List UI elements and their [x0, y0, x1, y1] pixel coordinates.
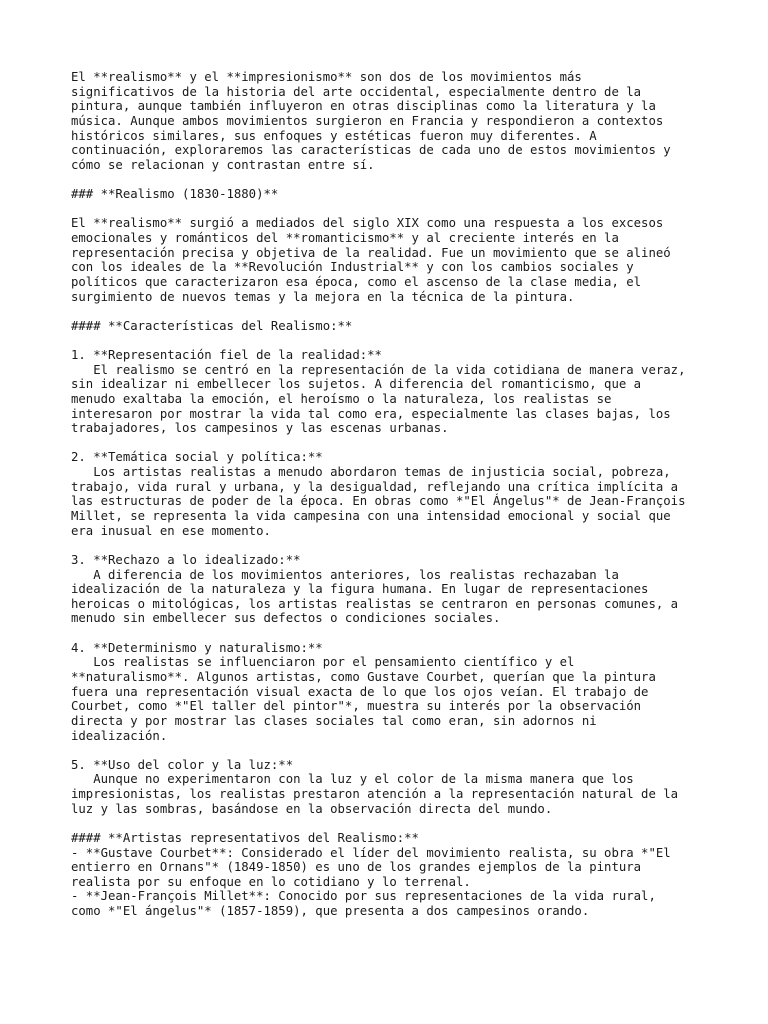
text-line: idealización. [71, 728, 168, 743]
text-line: trabajo, vida rural y urbana, y la desigualdad, reflejando una crítica implícita a [71, 479, 679, 494]
list-item [71, 450, 721, 538]
text-line: menudo exaltaba la emoción, el heroísmo o la naturaleza, los realistas se [71, 391, 612, 406]
text-line: realista por su enfoque en lo cotidiano y lo terrenal. [71, 874, 471, 889]
text-line: #### **Características del Realismo:** [71, 318, 353, 333]
text-line: #### **Artistas representativos del Realismo:** [71, 830, 419, 845]
list-item [71, 348, 721, 436]
text-line: El **realismo** surgió a mediados del siglo XIX como una respuesta a los excesos [71, 216, 664, 231]
text-line: Aunque no experimentaron con la luz y el color de la misma manera que los [71, 772, 634, 787]
text-line: El realismo se centró en la representación de la vida cotidiana de manera veraz, [71, 362, 686, 377]
text-line: pintura, aunque también influyeron en otras disciplinas como la literatura y la [71, 99, 656, 114]
document-page [71, 70, 721, 933]
text-line: trabajadores, los campesinos y las escenas urbanas. [71, 421, 449, 436]
text-line: significativos de la historia del arte occidental, especialmente dentro de la [71, 84, 642, 99]
artists-section [71, 831, 721, 919]
text-line: heroicas o mitológicas, los artistas realistas se centraron en personas comunes, a [71, 596, 679, 611]
text-line: - **Jean-François Millet**: Conocido por sus representaciones de la vida rural, [71, 889, 656, 904]
list-item [71, 553, 721, 626]
text-line: directa y por mostrar las clases sociales tal como eran, sin adornos ni [71, 713, 597, 728]
text-line: 4. **Determinismo y naturalismo:** [71, 640, 323, 655]
text-line: música. Aunque ambos movimientos surgieron en Francia y respondieron a contextos [71, 113, 664, 128]
text-line: impresionistas, los realistas prestaron atención a la representación natural de la [71, 787, 679, 802]
text-line: 2. **Temática social y política:** [71, 450, 323, 465]
text-line: cómo se relacionan y contrastan entre sí. [71, 157, 375, 172]
text-line: ### **Realismo (1830-1880)** [71, 187, 279, 202]
text-line: Los realistas se influenciaron por el pensamiento científico y el [71, 655, 575, 670]
text-line: fuera una representación visual exacta de lo que los ojos veían. El trabajo de [71, 684, 649, 699]
text-line: emocionales y románticos del **romanticismo** y al creciente interés en la [71, 230, 619, 245]
paragraph [71, 216, 721, 304]
text-line: menudo sin embellecer sus defectos o condiciones sociales. [71, 611, 501, 626]
text-line: - **Gustave Courbet**: Considerado el líder del movimiento realista, su obra *"El [71, 845, 671, 860]
text-line: surgimiento de nuevos temas y la mejora en la técnica de la pintura. [71, 289, 575, 304]
text-line: históricos similares, sus enfoques y estéticas fueron muy diferentes. A [71, 128, 597, 143]
text-line: luz y las sombras, basándose en la observación directa del mundo. [71, 801, 553, 816]
section-heading [71, 319, 721, 334]
text-line: **naturalismo**. Algunos artistas, como Gustave Courbet, querían que la pintura [71, 669, 656, 684]
text-line: Courbet, como *"El taller del pintor"*, muestra su interés por la observación [71, 699, 642, 714]
text-line: idealización de la naturaleza y la figura humana. En lugar de representaciones [71, 582, 649, 597]
text-line: 3. **Rechazo a lo idealizado:** [71, 552, 301, 567]
text-line: El **realismo** y el **impresionismo** son dos de los movimientos más [71, 70, 582, 84]
text-line: como *"El ángelus"* (1857-1859), que presenta a dos campesinos orando. [71, 904, 590, 919]
text-line: Millet, se representa la vida campesina con una intensidad emocional y social que [71, 508, 671, 523]
text-line: continuación, exploraremos las características de cada uno de estos movimientos y [71, 143, 671, 158]
list-item [71, 758, 721, 817]
text-line: las estructuras de poder de la época. En obras como *"El Ángelus"* de Jean-François [71, 494, 686, 509]
text-line: A diferencia de los movimientos anteriores, los realistas rechazaban la [71, 567, 619, 582]
text-line: interesaron por mostrar la vida tal como era, especialmente las clases bajas, los [71, 406, 671, 421]
text-line: representación precisa y objetiva de la realidad. Fue un movimiento que se alineó [71, 245, 671, 260]
list-item [71, 641, 721, 743]
text-line: con los ideales de la **Revolución Industrial** y con los cambios sociales y [71, 260, 634, 275]
text-line: 1. **Representación fiel de la realidad:** [71, 347, 382, 362]
text-line: 5. **Uso del color y la luz:** [71, 757, 294, 772]
section-heading [71, 187, 721, 202]
paragraph [71, 70, 721, 172]
text-line: Los artistas realistas a menudo abordaron temas de injusticia social, pobreza, [71, 465, 671, 480]
text-line: entierro en Ornans"* (1849-1850) es uno de los grandes ejemplos de la pintura [71, 860, 642, 875]
text-line: era inusual en ese momento. [71, 523, 271, 538]
text-line: políticos que caracterizaron esa época, como el ascenso de la clase media, el [71, 274, 642, 289]
text-line: sin idealizar ni embellecer los sujetos. A diferencia del romanticismo, que a [71, 377, 642, 392]
